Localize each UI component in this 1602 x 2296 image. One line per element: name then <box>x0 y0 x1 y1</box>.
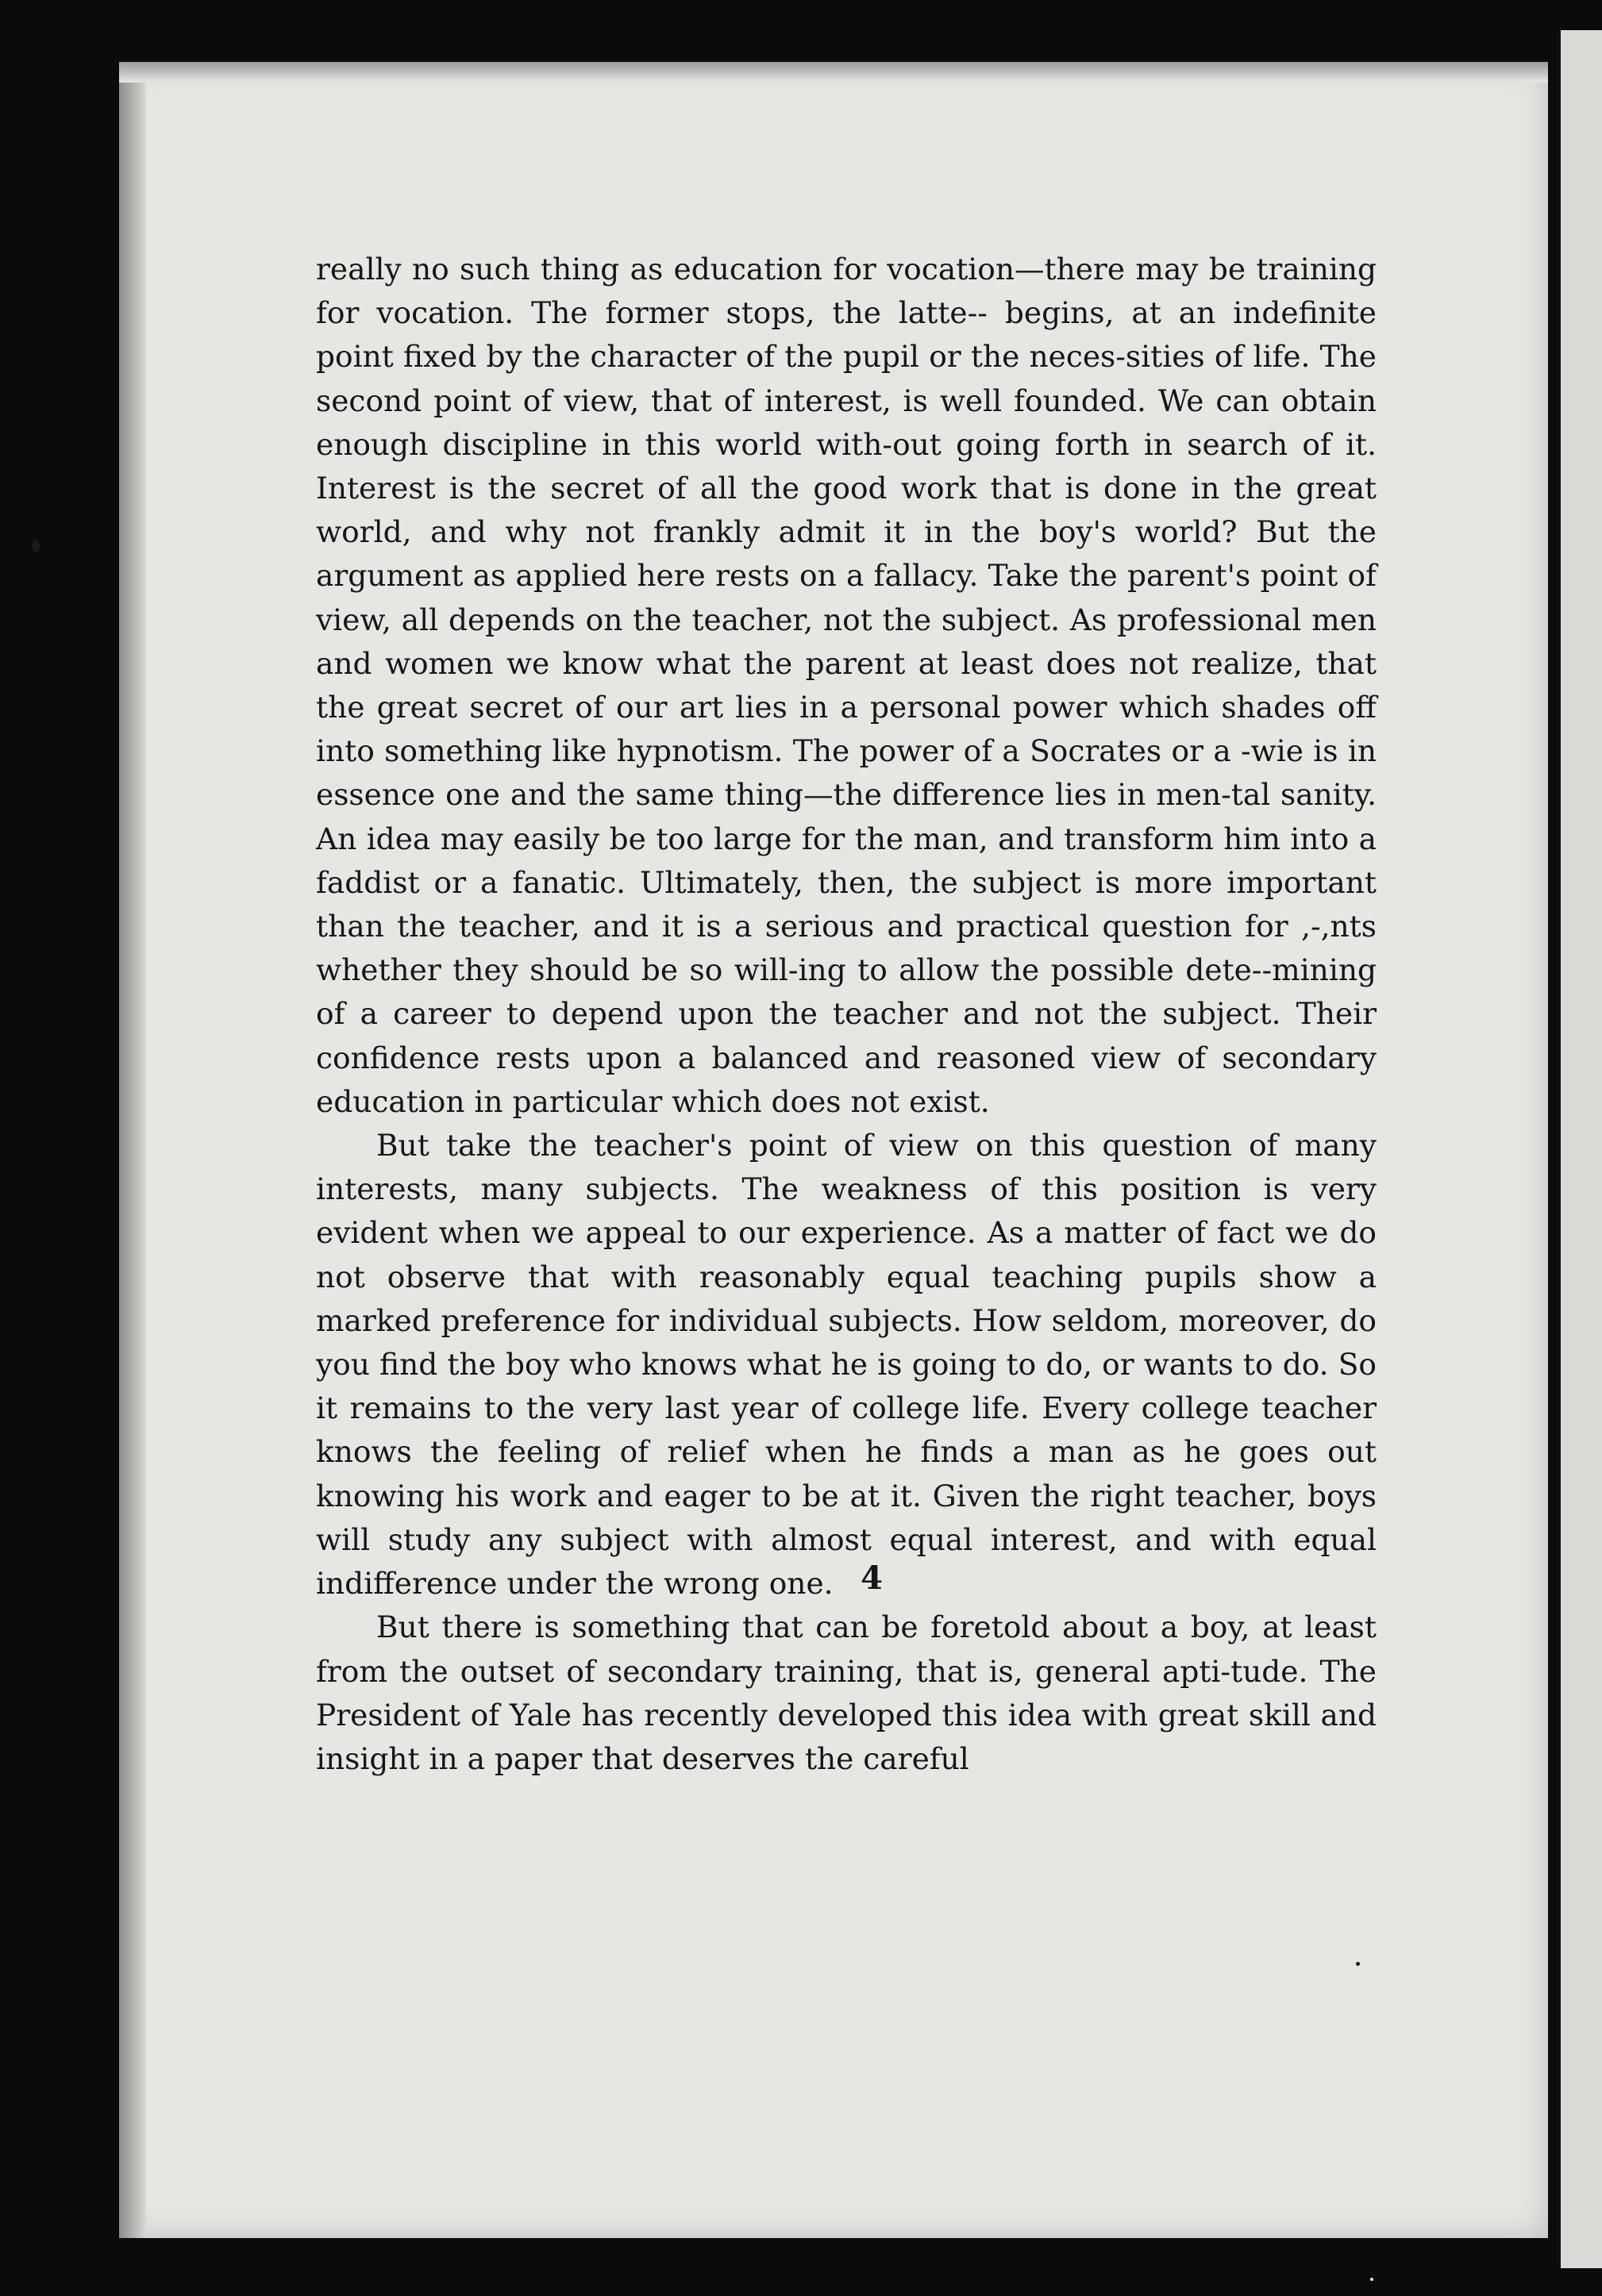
body-text <box>316 248 1377 1781</box>
paragraph-1: really no such thing as education for vocation—there may be training for vocation. The former stops, the latte-- begins, at an indefinite point fixed by the character of the pupil or the neces-sities of life. The second point of view, that of interest, is well founded. We can obtain enough discipline in this world with-out going forth in search of it. Interest is the secret of all the good work that is done in the great world, and why not frankly admit it in the boy's world? But the argument as applied here rests on a fallacy. Take the parent's point of view, all depends on the teacher, not the subject. As professional men and women we know what the parent at least does not realize, that the great secret of our art lies in a personal power which shades off into something like hypnotism. The power of a Socrates or a -wie is in essence one and the same thing—the difference lies in men-tal sanity. An idea may easily be too large for the man, and transform him into a faddist or a fanatic. Ultimately, then, the subject is more important than the teacher, and it is a serious and practical question for ,-,nts whether they should be so will-ing to allow the possible dete--mining of a career to depend upon the teacher and not the subject. Their confidence rests upon a balanced and reasoned view of secondary education in particular which does not exist. <box>316 252 1377 1119</box>
dust-speck <box>1370 2278 1373 2281</box>
facing-page-edge <box>1558 30 1602 2268</box>
dust-speck <box>32 540 40 552</box>
page-number: 4 <box>861 1560 883 1597</box>
paragraph-3: But there is something that can be foretold about a boy, at least from the outset of secondary training, that is, general apti-tude. The President of Yale has recently developed this idea with great skill and insight in a paper that deserves the careful <box>316 1610 1377 1776</box>
dust-speck <box>1356 1962 1360 1966</box>
paragraph-2: But take the teacher's point of view on this question of many interests, many subjects. The weakness of this position is very evident when we appeal to our experience. As a matter of fact we do not observe that with reasonably equal teaching pupils show a marked preference for individual subjects. How seldom, moreover, do you find the boy who knows what he is going to do, or wants to do. So it remains to the very last year of college life. Every college teacher knows the feeling of relief when he finds a man as he goes out knowing his work and eager to be at it. Given the right teacher, boys will study any subject with almost equal interest, and with equal indifference under the wrong one. <box>316 1128 1377 1602</box>
